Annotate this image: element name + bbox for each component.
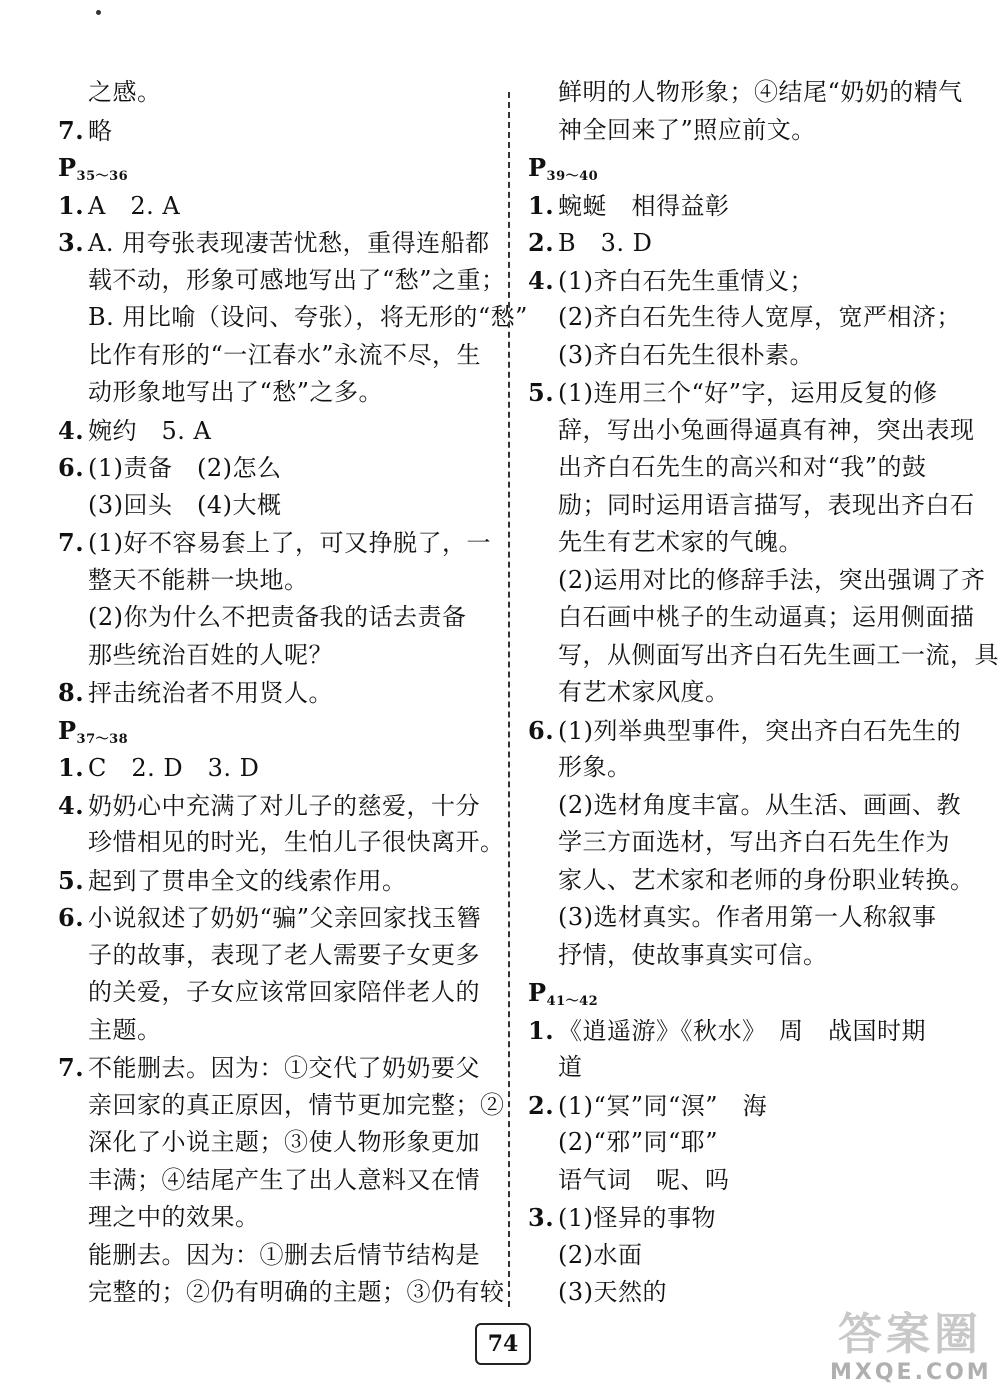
answer-line [528,1049,962,1087]
answer-line [58,337,496,375]
answer-item [58,112,496,150]
section-page-label [58,716,128,745]
item-text: (1)列举典型事件，突出齐白石先生的 [558,716,961,745]
line-text: 道 [558,1053,583,1081]
line-text: 出齐白石先生的高兴和对“我”的鼓 [558,453,927,481]
answer-item [528,224,962,262]
section-range: 39～40 [546,169,599,184]
line-text: 励；同时运用语言描写，表现出齐白石 [558,490,975,519]
answer-line [58,637,496,675]
watermark-url: MXQE.COM [830,1360,992,1385]
answer-line [528,1237,962,1275]
answer-line [528,299,962,337]
item-text: C 2. D 3. D [88,754,260,782]
item-number: 4. [528,265,555,295]
item-number: 5. [58,865,85,895]
item-text: 奶奶心中充满了对儿子的慈爱，十分 [88,791,480,820]
answer-line [528,412,975,450]
item-text: (1)连用三个“好”字，运用反复的修 [558,379,938,407]
item-text: (1)好不容易套上了，可又挣脱了，一 [88,529,491,557]
line-text: 丰满；④结尾产生了出人意料又在情 [88,1165,480,1194]
line-text: (2)“邪”同“耶” [558,1128,719,1156]
item-text: 《逍遥游》《秋水》 周 战国时期 [558,1016,926,1045]
answer-line [58,1124,496,1162]
answer-item [528,1012,962,1050]
answer-line [528,1124,962,1162]
section-range: 37～38 [76,731,129,747]
item-text: 抨击统治者不用贤人。 [88,679,333,707]
section-letter: P [528,978,547,1007]
section-page-label [58,153,128,182]
answer-line [58,974,496,1012]
answer-line [58,1162,496,1200]
answer-line [58,937,496,975]
answer-line [528,337,962,375]
answer-item [58,449,496,487]
answer-item [58,862,496,900]
answer-line [528,674,962,712]
item-number: 1. [58,190,85,220]
answer-line [528,599,975,637]
line-text: 深化了小说主题；③使人物形象更加 [88,1128,480,1156]
section-letter: P [58,153,77,182]
section-heading [528,149,962,187]
line-text: 能删去。因为：①删去后情节结构是 [88,1240,480,1269]
item-number: 3. [58,228,85,257]
answer-item [528,1199,962,1237]
answer-item [528,374,962,412]
item-number: 5. [528,378,555,407]
item-number: 4. [58,415,85,445]
item-number: 6. [528,715,555,745]
line-text: (3)选材真实。作者用第一人称叙事 [558,903,937,931]
section-range: 35～36 [76,169,129,184]
item-number: 1. [58,753,85,782]
answer-line [528,787,962,825]
line-text: 的关爱，子女应该常回家陪伴老人的 [88,978,480,1006]
answer-line [528,1274,962,1312]
answer-line [528,749,962,787]
answer-item [58,224,496,262]
line-text: 先生有艺术家的气魄。 [558,528,803,556]
item-text: (1)齐白石先生重情义； [558,266,814,295]
item-number: 3. [528,1203,555,1232]
line-text: 辞，写出小兔画得逼真有神，突出表现 [558,415,975,444]
answer-line [58,1012,496,1050]
item-text: 婉约 5. A [88,416,212,445]
line-text: 形象。 [558,753,632,781]
item-text: 略 [88,116,113,145]
answer-item [58,749,496,787]
answer-item [58,412,496,450]
line-text: (2)选材角度丰富。从生活、画画、教 [558,790,961,819]
answer-item [58,674,496,712]
answer-item [528,187,962,225]
line-text: 整天不能耕一块地。 [88,565,309,594]
answer-line [58,1087,505,1125]
line-text: (3)回头 (4)大概 [88,490,282,519]
section-letter: P [58,715,77,745]
item-text: 小说叙述了奶奶“骗”父亲回家找玉簪 [88,904,482,932]
item-text: (1)怪异的事物 [558,1204,716,1232]
answer-line [528,562,986,600]
line-text: B. 用比喻（设问、夸张），将无形的“愁” [88,303,528,331]
line-text: 写，从侧面写出齐白石先生画工一流，具 [558,640,999,669]
section-heading [58,712,496,750]
answer-line [528,637,999,675]
line-text: 抒情，使故事真实可信。 [558,940,828,969]
line-text: 完整的；②仍有明确的主题；③仍有较 [88,1278,505,1306]
watermark-logo [830,1310,990,1390]
left-column [58,74,528,1312]
line-text: 语气词 呢、吗 [558,1165,730,1194]
line-text: 子的故事，表现了老人需要子女更多 [88,940,480,969]
item-number: 4. [58,790,85,820]
line-text: 动形象地写出了“愁”之多。 [88,378,384,406]
answer-line [58,74,496,112]
answer-line [58,562,496,600]
line-text: 有艺术家风度。 [558,678,730,706]
right-column [528,74,999,1312]
section-page-label [528,153,598,182]
answer-line [528,899,962,937]
answer-line [58,487,496,525]
line-text: 鲜明的人物形象；④结尾“奶奶的精气 [558,78,963,106]
item-text: A 2. A [88,191,181,220]
answer-item [528,262,962,300]
section-page-label [528,978,598,1007]
line-text: 白石画中桃子的生动逼真；运用侧面描 [558,603,975,631]
answer-item [528,1087,962,1125]
line-text: (3)齐白石先生很朴素。 [558,340,814,369]
item-text: (1)“冥”同“溟” 海 [558,1091,768,1120]
item-number: 7. [58,1053,85,1082]
item-text: (1)责备 (2)怎么 [88,454,282,482]
line-text: 珍惜相见的时光，生怕儿子很快离开。 [88,828,505,856]
line-text: (3)天然的 [558,1278,667,1306]
item-text: 起到了贯串全文的线索作用。 [88,866,407,895]
line-text: 家人、艺术家和老师的身份职业转换。 [558,865,975,894]
answer-line [528,524,962,562]
answer-line [528,937,962,975]
answer-item [58,524,496,562]
answer-line [528,449,962,487]
scan-dot [96,10,101,15]
answer-line [58,374,496,412]
answer-line [58,1237,496,1275]
column-divider [508,92,510,1307]
answer-line [58,299,528,337]
section-heading [58,149,496,187]
item-text: B 3. D [558,229,653,257]
item-text: A. 用夸张表现凄苦忧愁，重得连船都 [88,229,490,257]
line-text: (2)齐白石先生待人宽厚，宽严相济； [558,303,961,331]
answer-line [528,487,975,525]
answer-line [58,1199,496,1237]
item-number: 7. [58,528,85,557]
item-number: 6. [58,453,85,482]
page-number: 74 [475,1323,531,1365]
line-text: 理之中的效果。 [88,1203,260,1231]
answer-line [528,112,962,150]
item-number: 1. [528,1015,555,1045]
section-letter: P [528,153,547,182]
item-text: 不能删去。因为：①交代了奶奶要父 [88,1054,480,1082]
line-text: 载不动，形象可感地写出了“愁”之重； [88,265,506,294]
line-text: (2)运用对比的修辞手法，突出强调了齐 [558,565,986,594]
item-number: 1. [528,190,555,220]
line-text: 那些统治百姓的人呢？ [88,640,333,669]
line-text: (2)你为什么不把责备我的话去责备 [88,603,467,631]
answer-line [58,1274,505,1312]
answer-item [58,187,496,225]
answer-item [528,712,962,750]
line-text: 亲回家的真正原因，情节更加完整；② [88,1090,505,1119]
watermark-main: 答案圈 [838,1309,982,1360]
answer-line [58,262,506,300]
answer-item [58,787,496,825]
item-number: 2. [528,228,555,257]
item-number: 8. [58,678,85,707]
answer-line [528,74,962,112]
answer-line [528,824,962,862]
line-text: 主题。 [88,1015,162,1044]
answer-line [528,862,975,900]
item-number: 6. [58,903,85,932]
section-range: 41～42 [546,994,599,1009]
section-heading [528,974,962,1012]
line-text: 比作有形的“一江春水”永流不尽，生 [88,340,482,369]
line-text: 学三方面选材，写出齐白石先生作为 [558,828,950,856]
line-text: 神全回来了”照应前文。 [558,115,816,144]
line-text: (2)水面 [558,1240,643,1269]
answer-item [58,899,496,937]
answer-line [58,824,505,862]
item-number: 2. [528,1090,555,1120]
item-number: 7. [58,115,85,145]
answer-line [58,599,496,637]
answer-item [58,1049,496,1087]
item-text: 蜿蜒 相得益彰 [558,191,730,220]
line-text: 之感。 [88,78,162,106]
answer-line [528,1162,962,1200]
